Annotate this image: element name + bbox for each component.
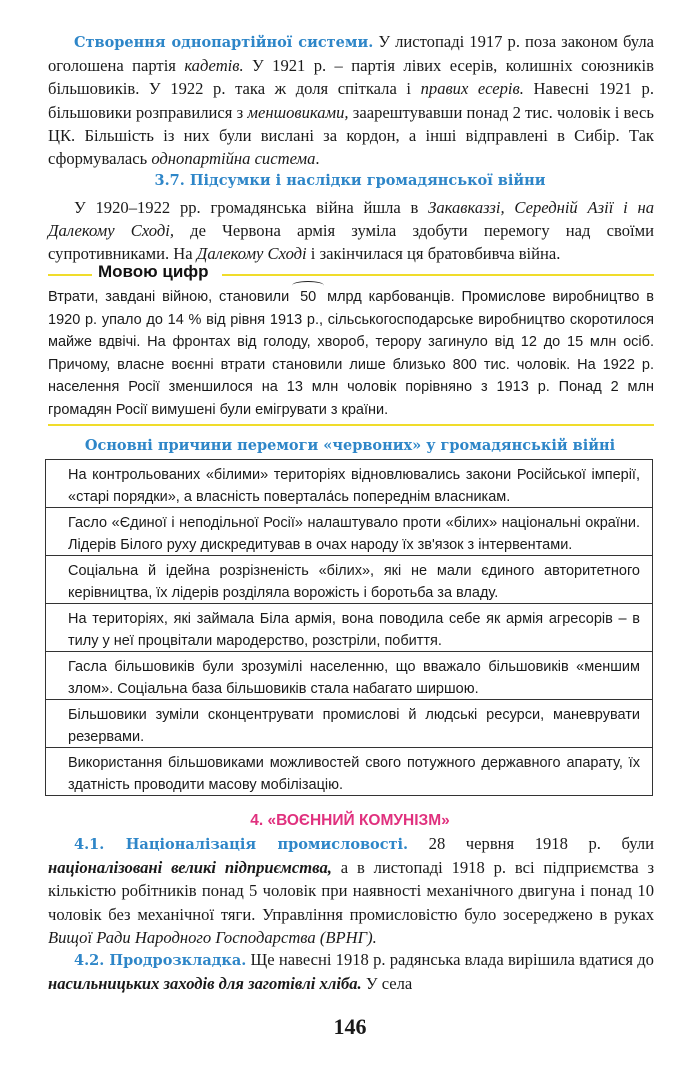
text-run: а в листопаді 1918 р. всі підприємства з кількістю робітників понад 5 чоловік при наявності механічного двигуна і понад 10 чоловік без механічної тяги. Управління промисловістю було зосереджено в руках [48,858,655,924]
bold-italic-term: насильницьких заходів для заготівлі хліба. [48,974,362,994]
paragraph-lead: 4.2. Продрозкладка. [74,952,247,969]
text-run: У 1921 р. – партія лівих есерів, колишніх союзників більшовиків. У 1922 р. така ж доля спіткала і [48,56,654,99]
reasons-table [45,459,653,796]
italic-term: правих есерів. [420,79,524,99]
numbers-box-text [48,286,654,421]
yellow-rule-right [222,274,654,276]
yellow-rule-left [48,274,92,276]
italic-term: Далекому Сході [196,244,307,264]
italic-term: Вищої Ради Народного Господарства (ВРНГ). [48,927,377,947]
text-run: У листопаді 1917 р. поза законом була оголошена партія [48,32,654,76]
text-run: і закінчилася ця братовбивча війна. [306,244,561,264]
text-run: У села [361,974,413,994]
page-number: 146 [333,1014,367,1039]
reasons-table-title: Основні причини перемоги «червоних» у громадянській війні [84,437,616,454]
text-run: млрд карбованців. Промислове виробництво в 1920 р. упало до 14 % від рівня 1913 р., сільськогосподарське виробництво скоротилося майже вдвічі. На фронтах від голоду, хвороб, терору загинуло від 12 до 15 млн осіб. Причому, власне воєнні втрати становили лише близько 800 тис. чоловік. На 1922 р. населення Росії зменшилося на 13 млн чоловік порівняно з 1913 р. Понад 2 млн громадян Росії вимушені були емігрувати з країни. [48,289,654,418]
handwritten-number: 50 [296,286,320,309]
bold-italic-term: націоналізовані великі підприємства, [48,858,332,878]
yellow-rule-bottom [48,424,654,426]
text-run: Ще навесні 1918 р. радянська влада вирішила вдатися до [246,950,654,969]
text-run: Навесні 1921 р. більшовики розправилися з [48,79,654,122]
italic-term: однопартійна система [151,149,316,169]
italic-term: Закавказзі, Середній Азії і на Далекому Сході, [48,198,654,241]
text-run: У 1920–1922 рр. громадянська війна йшла в [74,198,429,217]
chapter-heading-4: 4. «ВОЄННИЙ КОМУНІЗМ» [250,812,450,829]
reason-row: Гасла більшовиків були зрозумілі населенню, що вважало більшовиків «меншим злом». Соціальна база більшовиків стала набагато ширшою. [46,652,652,700]
reason-row: Використання більшовиками можливостей свого потужного державного апарату, їх здатність проводити масову мобілізацію. [46,748,652,796]
text-run: 28 червня 1918 р. були [408,834,654,853]
paragraph-nationalization [48,832,654,949]
reason-row: Гасло «Єдиної і неподільної Росії» налаштувало проти «білих» національні окраїни. Лідерів Білого руху дискредитував в очах народу їх зв'язок з інтервентами. [46,508,652,556]
paragraph-one-party-system [48,30,654,170]
text-run: Втрати, завдані війною, становили [48,289,297,305]
paragraph-lead: Створення однопартійної системи. [74,34,374,51]
numbers-box-title: Мовою цифр [98,262,209,281]
reason-row: Більшовики зуміли сконцентрувати промислові й людські ресурси, маневрувати резервами. [46,700,652,748]
text-run: . [315,149,320,169]
reason-row: На контрольованих «білими» територіях відновлювались закони Російської імперії, «старі порядки», а власність повертала́сь попереднім власникам. [46,460,652,508]
text-run: заарештувавши понад 2 тис. чоловік і весь ЦК. Більшість із них були вислані за кордон, а інші відправлені в Сибір. Так сформувалась [48,102,654,169]
reason-row: На територіях, які займала Біла армія, вона поводила себе як армія агресорів – в тилу у неї процвітали мародерство, розстріли, побиття. [46,604,652,652]
italic-term: кадетів. [184,56,244,76]
section-heading-3-7: 3.7. Підсумки і наслідки громадянської війни [154,172,546,189]
paragraph-prodrozkladka [48,948,654,995]
reason-row: Соціальна й ідейна розрізненість «білих», які не мали єдиного авторитетного керівництва, їх лідерів розділяла ворожість і боротьба за владу. [46,556,652,604]
paragraph-lead: 4.1. Націоналізація промисловості. [74,836,409,853]
italic-term: меншовиками, [247,102,349,122]
text-run: де Червона армія зуміла здобути перемогу над своїми супротивниками. На [48,221,654,264]
paragraph-war-results [48,196,654,266]
